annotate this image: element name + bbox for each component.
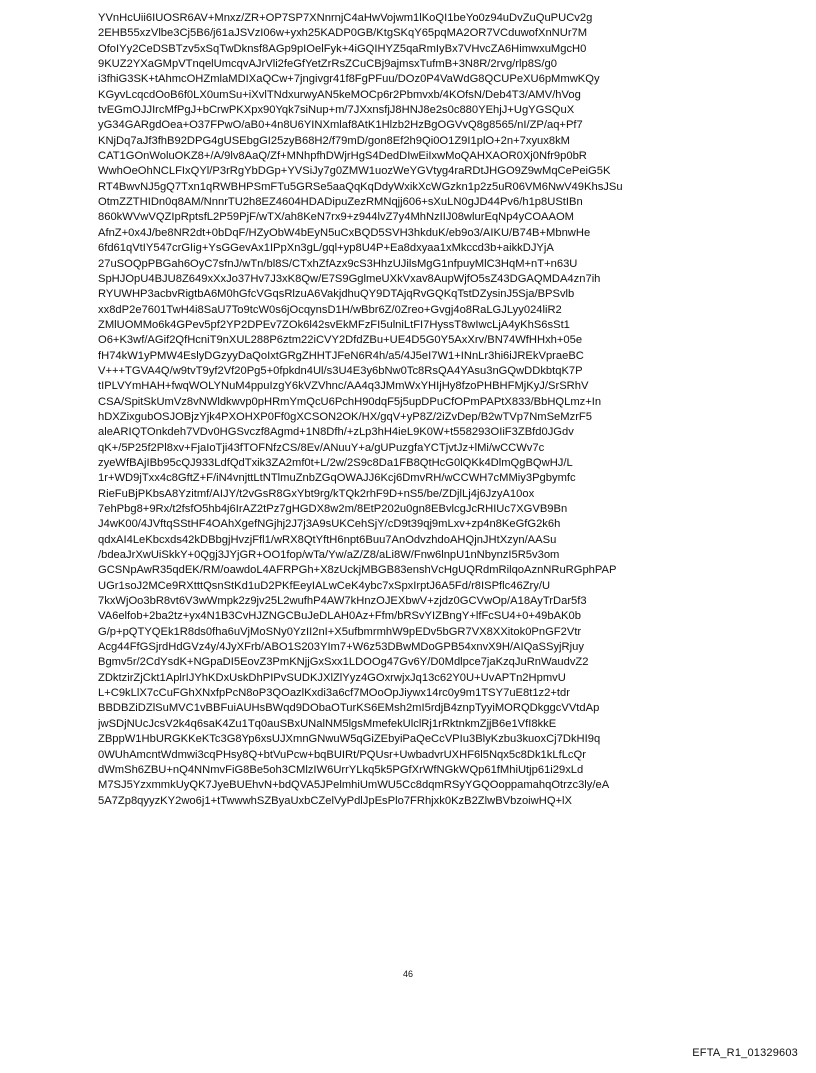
text-line: SpHJOpU4BJU8Z649xXxJo37Hv7J3xK8Qw/E7S9GglmeUXkVxav8AupWjfO5sZ43DGAQMDA4zn7ih (98, 272, 601, 285)
text-line: /bdeaJrXwUiSkkY+0Qgj3JYjGR+OO1fop/wTa/Yw/aZ/Z8/aLi8W/Fnw6lnpU1nNbynzI5R5v3om (98, 549, 560, 562)
text-line: RieFuBjPKbsA8Yzitmf/AIJY/t2vGsR8GxYbt9rg/kTQk2rhF9D+nS5/be/ZDjlLj4j6JzyA10ox (98, 487, 535, 500)
text-line: dWmSh6ZBU+nQ4NNmvFiG8Be5oh3CMlzIW6UrrYLkq5k5PGfXrWfNGkWQp61fMhiUtjp61i29xLd (98, 763, 584, 776)
text-line: 7kxWjOo3bR8vt6V3wWmpk2z9jv25L2wufhP4AW7kHnzOJEXbwV+zjdz0GCVwOp/A18AyTrDar5f3 (98, 595, 587, 608)
text-line: ZDktzirZjCkt1AplrIJYhKDxUskDhPIPvSUDKJXlZlYyz4GOxrwjxJq13c62Y0U+UvAPTn2HpmvU (98, 671, 566, 684)
text-line: V+++TGVA4Q/w9tvT9yf2Vf20Pg5+0fpkdn4Ul/s3U4E3y6bNw0Tc8RsQA4YAsu3nGQwDDkbtqK7P (98, 364, 583, 377)
document-id-stamp: EFTA_R1_01329603 (692, 1047, 798, 1059)
text-line: GCSNpAwR35qdEK/RM/oawdoL4AFRPGh+X8zUckjMBGB83enshVcHgUQRdmRilqoAznNRuRGphPAP (98, 564, 617, 577)
text-line: AfnZ+0x4J/be8NR2dt+0bDqF/HZyObW4bEyN5uCxBQD5SVH3hkduK/eb9o3/AIKU/B74B+MbnwHe (98, 226, 591, 239)
text-line: M7SJ5YzxmmkUyQK7JyeBUEhvN+bdQVA5JPelmhiUmWU5Cc8dqmRSyYGQOoppamahqOtrzc3ly/eA (98, 779, 610, 792)
text-line: 9KUZ2YXaGMpVTnqelUmcqvAJrVli2feGfYetZrRsZCuCBj9ajmsxTufmB+3N8R/2rvg/rlp8S/g0 (98, 58, 557, 71)
text-line: 860kWVwVQZIpRptsfL2P59PjF/wTX/ah8KeN7rx9+z944lvZ7y4MhNzIIJ08wlurEqNp4yCOAAOM (98, 211, 574, 224)
text-line: UGr1soJ2MCe9RXtttQsnStKd1uD2PKfEeyIALwCeK4ybc7xSpxIrptJ6A5Fd/r8ISPflc46Zry/U (98, 579, 551, 592)
text-line: OtmZZTHIDn0q8AM/NnnrTU2h8EZ4604HDADipuZezRMNqjj606+sXuLN0gJD44Pv6/h1p8UStIBn (98, 196, 583, 209)
text-line: Acg44FfGSjrdHdGVz4y/4JyXFrb/ABO1S203YIm7+W6z53DBwMDoGPB54xnvX9H/AIQaSSyjRjuy (98, 641, 584, 654)
text-line: 5A7Zp8qyyzKY2wo6j1+tTwwwhSZByaUxbCZelVyPdlJpEsPlo7FRhjxk0KzB2ZlwBVbzoiwHQ+lX (98, 794, 572, 807)
text-line: 0WUhAmcntWdmwi3cqPHsy8Q+btVuPcw+bqBUIRt/PQUsr+UwbadvrUXHF6l5Nqx5c8Dk1kLfLcQr (98, 748, 586, 761)
text-line: ZMlUOMMo6k4GPev5pf2YP2DPEv7ZOk6l42svEkMFzFI5ulniLtFI7HyssT8wIwcLjA4yKhS6sSt1 (98, 318, 570, 331)
text-line: YVnHcUii6IUOSR6AV+Mnxz/ZR+OP7SP7XNnrnjC4aHwVojwm1lKoQI1beYo0z94uDvZuQuPUCv2g (98, 12, 593, 24)
text-line: CSA/SpitSkUmVz8vNWldkwvp0pHRmYmQcU6PchH90dqF5j5upDPuCfOPmPAPtX833/BbHQLmz+In (98, 395, 602, 408)
text-line: WwhOeOhNCLFIxQYl/P3rRgYbDGp+YVSiJy7g0ZMW1uozWeYGVtyg4raRDtJHGO9Z9wMqCePeiG5K (98, 165, 611, 178)
text-line: Bgmv5r/2CdYsdK+NGpaDI5EovZ3PmKNjjGxSxx1LDOOg47Gv6Y/D0Mdlpce7jaKzqJuRnWaudvZ2 (98, 656, 589, 669)
text-line: hDXZixgubOSJOBjzYjk4PXOHXP0Ff0gXCSON2OK/HX/gqV+yP8Z/2iZvDep/B2wTVp7NmSeMzrF5 (98, 410, 592, 423)
text-line: 7ehPbg8+9Rx/t2fsfO5hb4j6IrAZ2tPz7gHGDX8w2m/8EtP202u0gn8EBvlcgJcRHIUc7XGVB9Bn (98, 503, 568, 515)
text-line: OfoIYy2CeDSBTzv5xSqTwDknsf8AGp9pIOelFyk+4iGQIHYZ5qaRmIyBx7VHvcZA6HimwxuMgcH0 (98, 42, 587, 55)
text-line: RT4BwvNJ5gQ7Txn1qRWBHPSmFTu5GRSe5aaQqKqDdyWxikXcWGzkn1p2z5uR06VM6NwV49KhsJSu (98, 180, 623, 193)
text-line: 6fd61qVtIY547crGIig+YsGGevAx1IPpXn3gL/gql+yp8U4P+Ea8dxyaa1xMkccd3b+aikkDJYjA (98, 242, 554, 255)
text-line: fH74kW1yPMW4EslyDGzyyDaQoIxtGRgZHHTJFeN6R4h/a5/4J5eI7W1+INnLr3hi6iJREkVpraeBC (98, 349, 584, 362)
text-line: qK+/5P25f2Pl8xv+FjaIoTji43fTOFNfzCS/8Ev/ANuuY+a/gUPuzgfaYCTjvtJz+lMi/wCCWv7c (98, 441, 545, 454)
text-line: CAT1GOnWoluOKZ8+/A/9lv8AaQ/Zf+MNhpfhDWjrHgS4DedDIwEiIxwMoQAHXAOR0Xj0Nfr9p0bR (98, 150, 587, 163)
text-line: tvEGmOJJIrcMfPgJ+bCrwPKXpx90Yqk7siNup+m/7JXxnsfjJ8HNJ8e2s0c880YEhjJ+UgYGSQuX (98, 104, 575, 117)
text-line: O6+K3wf/AGif2QfHcniT9nXUL288P6ztm22iCVY2DfdZBu+UE4D5G0Y5AxXrv/BN74WfHHxh+05e (98, 334, 583, 347)
text-line: zyeWfBAjIBb95cQJ933LdfQdTxik3ZA2mf0t+L/2w/2S9c8Da1FB8QtHcG0lQKk4DlmQgBQwHJ/L (98, 456, 573, 469)
text-line: J4wK00/4JVftqSStHF4OAhXgefNGjhj2J7j3A9sUKCehSjY/cD9t39qj9mLxv+zp4n8KeGfG2k6h (98, 518, 561, 531)
text-line: 27uSOQpPBGah6OyC7sfnJ/wTn/bl8S/CTxhZfAzx9cS3HhzUJilsMgG1nfpuyMlC3HqM+nT+n63U (98, 257, 578, 270)
text-line: yG34GARgdOea+O37FPwO/aB0+4n8U6YINXmlaf8AtK1Hlzb2HzBgOGVvQ8g8565/nI/ZP/aq+Pf7 (98, 119, 583, 132)
text-line: 2EHB55xzVlbe3Cj5B6/j61aJSVzI06w+yxh25KADP0GB/KtgSKqY65pqMA2OR7VCduwofXnNUr7M (98, 27, 588, 40)
text-line: L+C9kLlX7cCuFGhXNxfpPcN8oP3QOazlKxdi3a6cf7MOoOpJiywx14rc0y9m1TSY7uE8t1z2+tdr (98, 687, 570, 700)
text-line: qdxAI4LeKbcxds42kDBbgjHvzjFfl1/wRX8QtYftH6npt6Buu7AnOdvzhdoAHQjnJHtXzyn/AASu (98, 533, 557, 546)
text-line: i3fhiG3SK+tAhmcOHZmlaMDIXaQCw+7jngivgr41f8FgPFuu/DOz0P4VaWdG8QCUPeXU6pMmwKQy (98, 73, 600, 86)
text-line: VA6elfob+2ba2tz+yx4N1B3CvHJZNGCBuJeDLAH0Az+Ffm/bRSvYIZBngY+lfFcSU4+0+49bAK0b (98, 610, 581, 623)
text-line: KGyvLcqcdOoB6f0LX0umSu+iXvlTNdxurwyAN5keMOCp6r2Pbmvxb/4KOfsN/Deb4T3/AMV/hVog (98, 88, 581, 101)
text-line: jwSDjNUcJcsV2k4q6saK4Zu1Tq0auSBxUNalNM5lgsMmefekUlclRj1rRktnkmZjjB6e1VfI8kkE (98, 717, 557, 730)
page-number: 46 (402, 969, 413, 979)
encoded-text-block (98, 11, 718, 809)
text-line: xx8dP2e7601TwH4i8SaU7To9tcW0s6jOcqynsD1H/wBbr6Z/0Zreo+Gvgj4o8RaLGJLyy024liR2 (98, 303, 562, 316)
text-line: aleARIQTOnkdeh7VDv0HGSvczf8Agmd+1N8Dfh/+zLp3hH4ieL9K0W+t558293OIiF3ZBfd0JGdv (98, 426, 574, 439)
text-line: BBDBZiDZlSuMVC1vBBFuiAUHsBWqd9DObaOTurKS6EMsh2mI5rdjB4znpTyyiMORQDkggcVVtdAp (98, 702, 600, 715)
text-line: tIPLVYmHAH+fwqWOLYNuM4ppuIzgY6kVZVhnc/AA4q3JMmWxYHIjHy8fzoPHBHFMjKyJ/SrSRhV (98, 380, 589, 393)
text-line: 1r+WD9jTxx4c8GftZ+F/iN4vnjttLtNTlmuZnbZGqOWAJJ6Kcj6DmvRH/wCCWH7cMMiy3Pgbymfc (98, 472, 576, 485)
text-line: G/p+pQTYQEk1R8ds0fha6uVjMoSNy0YzII2nI+X5ufbmrmhW9pEDv5bGR7VX8XXitok0PnGF2Vtr (98, 625, 582, 638)
text-line: RYUWHP3acbvRigtbA6M0hGfcVGqsRlzuA6VakjdhuQY9DTAjqRvGQKqTstDZysinJ5Sja/BPSvlb (98, 288, 575, 301)
text-line: KNjDq7aJf3fhB92DPG4gUSEbgGI25zyB68H2/f79mD/gon8Ef2h9Qi0O1Z9I1plO+2n+7xyux8kM (98, 134, 571, 147)
text-line: ZBppW1HbURGKKeKTc3G8Yp6xsUJXmnGNwuW5qGiZEbyiPaQeCcVPIu3BlyKzbu3kuoxCj7DkHI9q (98, 733, 601, 746)
